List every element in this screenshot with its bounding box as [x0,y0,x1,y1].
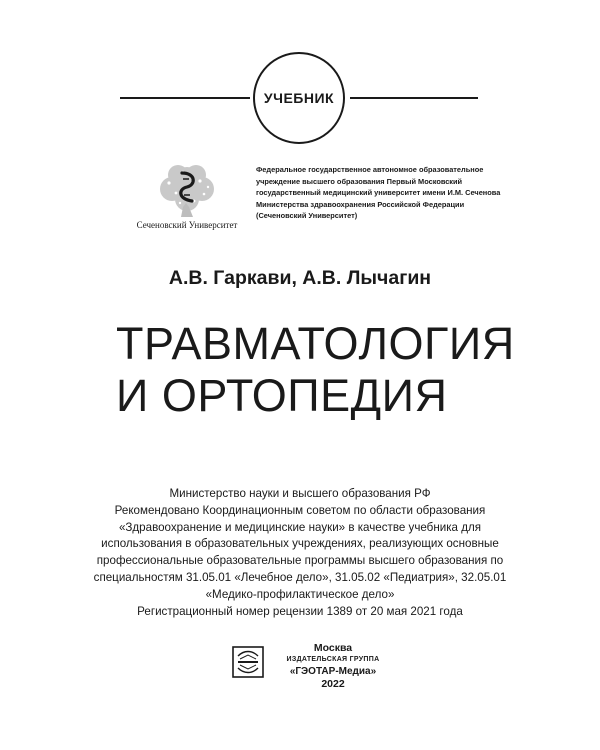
university-logo-text: Сеченовский Университет [136,220,238,230]
approval-notes [0,486,600,620]
recommendation-line: «Здравоохранение и медицинские науки» в качестве учебника для [118,520,482,534]
institution-line: государственный медицинский университет имени И.М. Сеченова [256,188,501,198]
tree-icon [156,163,218,221]
publisher-group: ИЗДАТЕЛЬСКАЯ ГРУППА [286,656,380,663]
institution-line: Министерства здравоохранения Российской Федерации [256,199,465,209]
institution-line: учреждение высшего образования Первый Московский [256,176,463,186]
publisher-city: Москва [313,642,353,654]
left-rule [120,97,250,99]
recommendation-line: «Медико-профилактическое дело» [205,587,395,601]
recommendation-line: использования в образовательных учреждениях, реализующих основные [101,537,499,551]
book-title-line: И ОРТОПЕДИЯ [116,370,448,421]
recommendation-line: Рекомендовано Координационным советом по области образования [114,503,486,517]
publisher-block [268,642,398,691]
recommendation-line: специальностям 31.05.01 «Лечебное дело», 31.05.02 «Педиатрия», 32.05.01 [93,570,507,584]
registration-line: Регистрационный номер рецензии 1389 от 20 мая 2021 года [137,604,463,618]
book-title [116,318,516,422]
ministry-line: Министерство науки и высшего образования РФ [169,487,431,500]
right-rule [350,97,478,99]
institution-line: Федеральное государственное автономное образовательное [256,165,484,174]
institution-line: (Сеченовский Университет) [256,211,358,221]
sechenov-university-logo [132,163,242,235]
textbook-badge-block [0,52,600,144]
publication-year: 2022 [321,678,345,690]
recommendation-line: профессиональные образовательные программы высшего образования по [96,554,504,568]
textbook-badge: УЧЕБНИК [253,52,345,144]
publisher-name: «ГЭОТАР-Медиа» [289,666,377,677]
book-title-line: ТРАВМАТОЛОГИЯ [116,318,515,369]
institution-info [256,164,501,222]
authors: А.В. Гаркави, А.В. Лычагин [168,267,432,289]
publisher-logo-icon [232,646,264,678]
